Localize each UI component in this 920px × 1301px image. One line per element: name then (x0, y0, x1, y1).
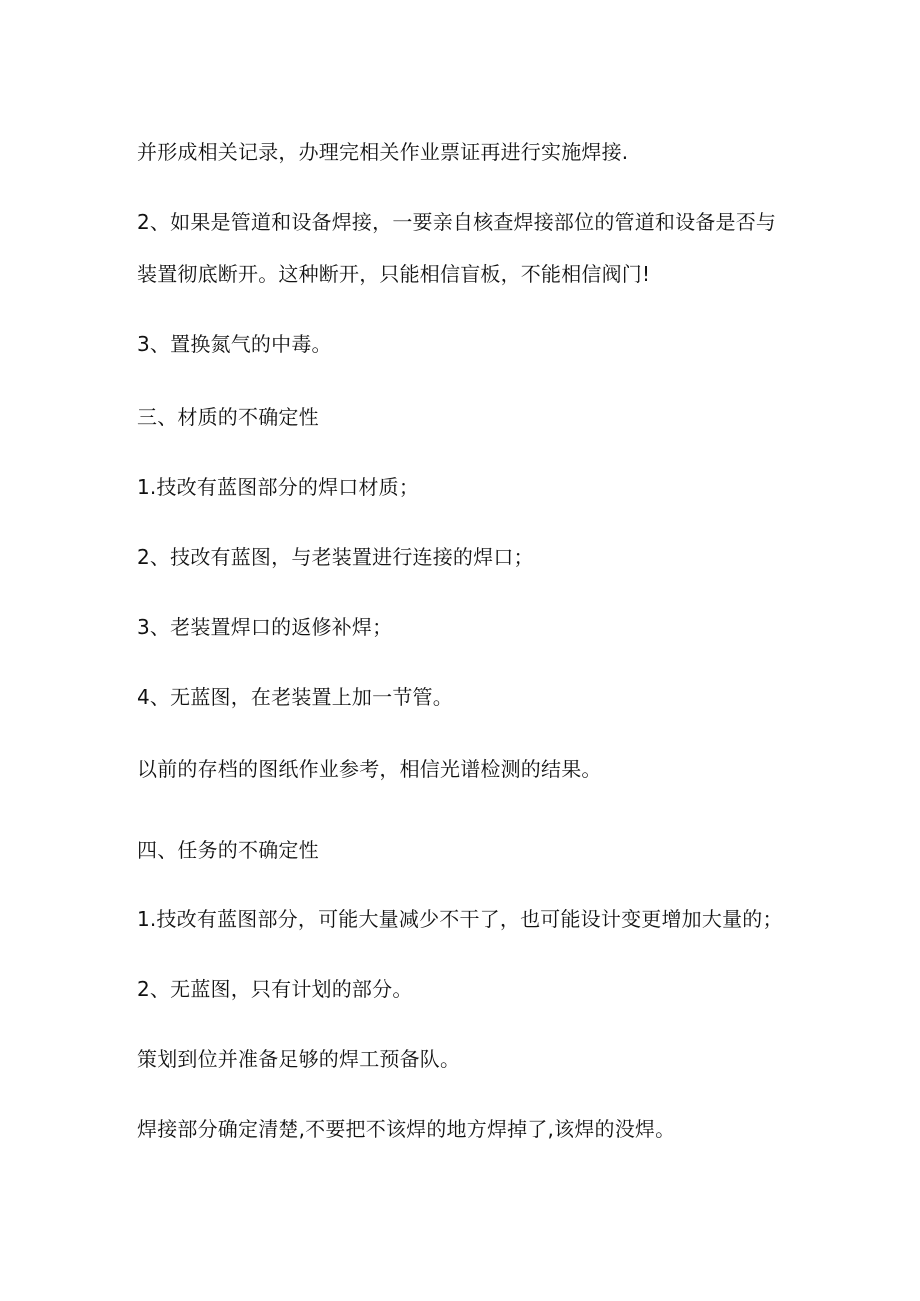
paragraph-line: 3、置换氮气的中毒。 (137, 332, 332, 356)
list-item: 1.技改有蓝图部分的焊口材质； (137, 475, 420, 499)
list-item: 3、老装置焊口的返修补焊； (137, 615, 393, 639)
list-item: 2、无蓝图，只有计划的部分。 (137, 977, 413, 1001)
paragraph-line: 焊接部分确定清楚,不要把不该焊的地方焊掉了,该焊的没焊。 (137, 1117, 676, 1141)
section-heading: 四、任务的不确定性 (137, 838, 319, 862)
paragraph-line: 2、如果是管道和设备焊接，一要亲自核查焊接部位的管道和设备是否与 (137, 210, 777, 234)
list-item: 4、无蓝图，在老装置上加一节管。 (137, 685, 453, 709)
list-item: 1.技改有蓝图部分，可能大量减少不干了，也可能设计变更增加大量的； (137, 907, 783, 931)
paragraph-line: 策划到位并准备足够的焊工预备队。 (137, 1047, 461, 1071)
paragraph-line: 以前的存档的图纸作业参考，相信光谱检测的结果。 (137, 757, 602, 781)
section-heading: 三、材质的不确定性 (137, 405, 319, 429)
paragraph-line: 装置彻底断开。这种断开，只能相信盲板，不能相信阀门! (137, 262, 651, 286)
paragraph-line: 并形成相关记录，办理完相关作业票证再进行实施焊接. (137, 140, 629, 164)
list-item: 2、技改有蓝图，与老装置进行连接的焊口； (137, 545, 534, 569)
